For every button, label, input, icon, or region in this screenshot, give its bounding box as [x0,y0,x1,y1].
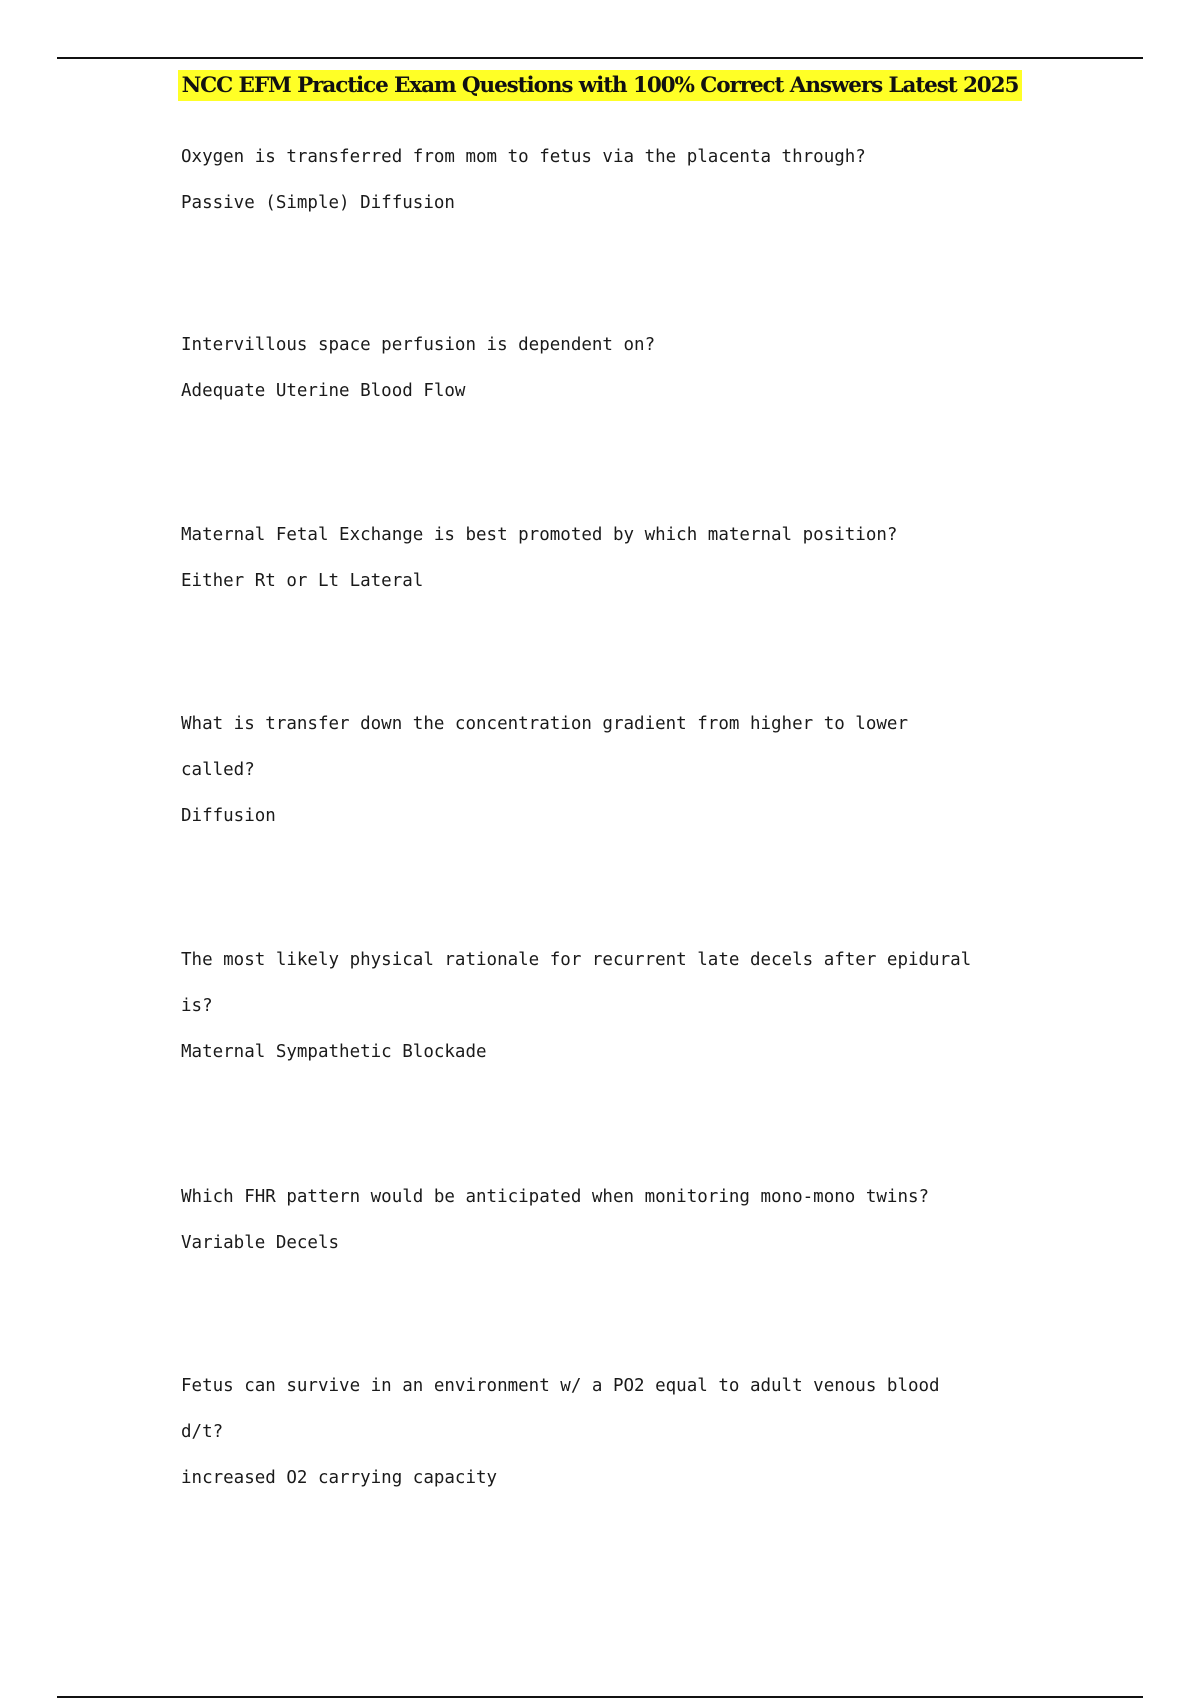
answer-3: Either Rt or Lt Lateral [181,571,424,591]
top-rule [57,57,1143,59]
question-4-line-1: What is transfer down the concentration gradient from higher to lower [181,714,908,734]
qa-item-4 [181,701,1061,839]
question-3-line-1: Maternal Fetal Exchange is best promoted by which maternal position? [181,525,898,545]
qa-item-1 [181,134,1061,226]
title-container [0,70,1200,101]
answer-6: Variable Decels [181,1233,340,1253]
question-2-line-1: Intervillous space perfusion is dependent on? [181,335,656,355]
question-4-line-2: called? [181,760,255,780]
question-6-line-1: Which FHR pattern would be anticipated when monitoring mono-mono twins? [181,1187,930,1207]
question-7-line-1: Fetus can survive in an environment w/ a PO2 equal to adult venous blood [181,1376,940,1396]
answer-2: Adequate Uterine Blood Flow [181,381,466,401]
qa-item-3 [181,512,1061,604]
question-5-line-1: The most likely physical rationale for recurrent late decels after epidural [181,950,972,970]
qa-item-5 [181,937,1061,1075]
bottom-rule [57,1696,1143,1698]
answer-5: Maternal Sympathetic Blockade [181,1042,487,1062]
document-title: NCC EFM Practice Exam Questions with 100% Correct Answers Latest 2025 [178,70,1023,101]
answer-7: increased O2 carrying capacity [181,1468,498,1488]
answer-4: Diffusion [181,806,276,826]
qa-item-7 [181,1363,1061,1501]
question-1-line-1: Oxygen is transferred from mom to fetus via the placenta through? [181,147,866,167]
qa-item-2 [181,322,1061,414]
answer-1: Passive (Simple) Diffusion [181,193,455,213]
qa-item-6 [181,1174,1061,1266]
question-5-line-2: is? [181,996,213,1016]
question-7-line-2: d/t? [181,1422,224,1442]
